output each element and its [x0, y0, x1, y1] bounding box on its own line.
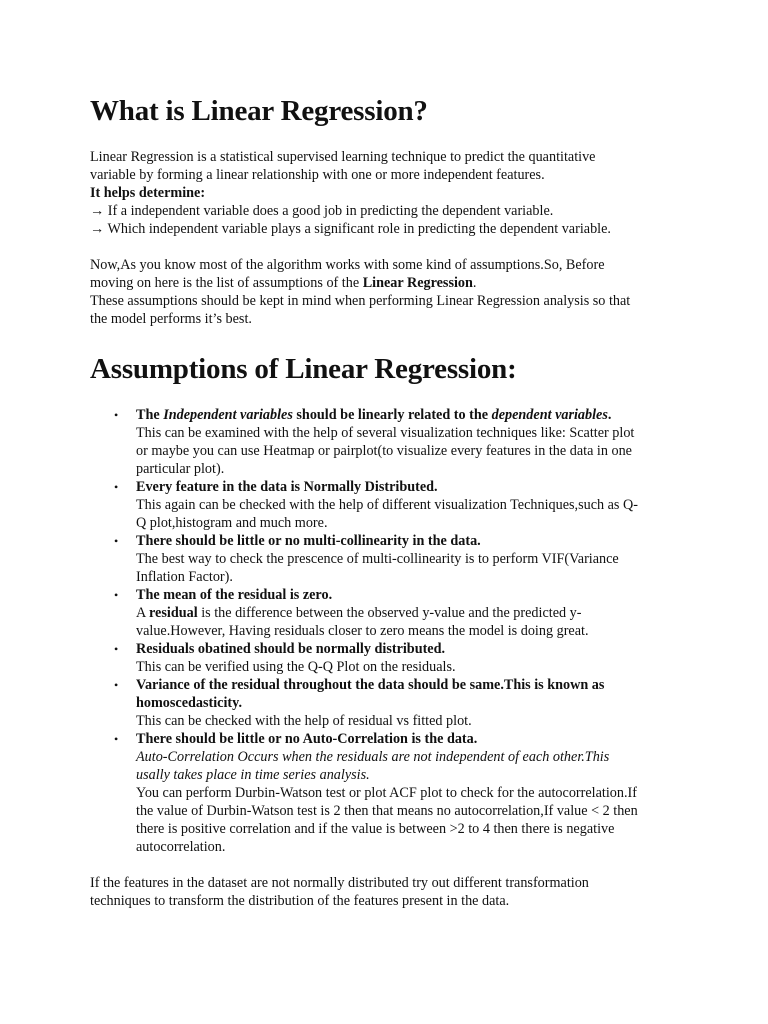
helps-determine-label: It helps determine:: [90, 185, 206, 201]
text-run: .: [472, 275, 477, 291]
assumptions-list: [90, 406, 678, 856]
text-run: Independent variables: [163, 407, 293, 423]
item-description: This can be verified using the Q-Q Plot on the residuals.: [136, 659, 456, 675]
helps-point: → If a independent variable does a good job in predicting the dependent variable.: [90, 203, 554, 219]
bullet-icon: •: [114, 678, 119, 692]
bullet-icon: •: [114, 588, 119, 602]
helps-point: → Which independent variable plays a significant role in predicting the dependent variable.: [90, 221, 611, 237]
list-item: [114, 586, 678, 640]
item-description: particular plot).: [136, 461, 225, 477]
bullet-icon: •: [114, 732, 119, 746]
intro-line: Linear Regression is a statistical supervised learning technique to predict the quantitative: [90, 149, 596, 165]
item-description: This again can be checked with the help of different visualization Techniques,such as Q-: [136, 497, 638, 513]
heading-assumptions: Assumptions of Linear Regression:: [90, 353, 517, 385]
item-description: Inflation Factor).: [136, 569, 233, 585]
list-item: [114, 640, 678, 676]
item-description: the value of Durbin-Watson test is 2 then that means no autocorrelation,If value < 2 then: [136, 803, 638, 819]
item-title: Every feature in the data is Normally Distributed.: [136, 479, 438, 495]
list-item: [114, 406, 678, 478]
bullet-icon: •: [114, 534, 119, 548]
item-title: [136, 406, 678, 424]
item-title: Residuals obatined should be normally distributed.: [136, 641, 446, 657]
item-italic-note: Auto-Correlation Occurs when the residuals are not independent of each other.This: [136, 749, 610, 765]
text-run: .: [607, 407, 612, 423]
text-run: dependent variables: [491, 407, 608, 423]
text-run: is the difference between the observed y-value and the predicted y-: [197, 605, 582, 621]
bullet-icon: •: [114, 642, 119, 656]
list-item: [114, 730, 678, 856]
bullet-icon: •: [114, 408, 119, 422]
item-description: This can be examined with the help of several visualization techniques like: Scatter plot: [136, 425, 635, 441]
paragraph-line: Now,As you know most of the algorithm works with some kind of assumptions.So, Before: [90, 257, 605, 273]
item-description: or maybe you can use Heatmap or pairplot(to visualize every features in the data in one: [136, 443, 632, 459]
item-title: There should be little or no multi-collinearity in the data.: [136, 533, 481, 549]
linear-regression-bold: Linear Regression: [362, 275, 473, 291]
item-description: You can perform Durbin-Watson test or plot ACF plot to check for the autocorrelation.If: [136, 785, 637, 801]
paragraph-line: the model performs it’s best.: [90, 311, 252, 327]
item-title: Variance of the residual throughout the data should be same.This is known as: [136, 677, 605, 693]
list-item: [114, 532, 678, 586]
paragraph-line: techniques to transform the distribution of the features present in the data.: [90, 893, 510, 909]
assumptions-intro-paragraph: [90, 256, 678, 328]
intro-paragraph: [90, 148, 678, 238]
text-run: A: [136, 605, 150, 621]
intro-line: variable by forming a linear relationship with one or more independent features.: [90, 167, 545, 183]
item-title: There should be little or no Auto-Correlation is the data.: [136, 731, 478, 747]
item-description: autocorrelation.: [136, 839, 226, 855]
item-title: The mean of the residual is zero.: [136, 587, 333, 603]
list-item: [114, 478, 678, 532]
item-description: The best way to check the prescence of multi-collinearity is to perform VIF(Variance: [136, 551, 619, 567]
paragraph-line: If the features in the dataset are not normally distributed try out different transformation: [90, 875, 589, 891]
closing-paragraph: [90, 874, 678, 910]
item-description: This can be checked with the help of residual vs fitted plot.: [136, 713, 472, 729]
bullet-icon: •: [114, 480, 119, 494]
item-title: homoscedasticity.: [136, 695, 243, 711]
residual-bold: residual: [149, 605, 198, 621]
item-description: Q plot,histogram and much more.: [136, 515, 328, 531]
paragraph-gap: [90, 238, 678, 256]
item-italic-note: usally takes place in time series analysis.: [136, 767, 370, 783]
item-description: value.However, Having residuals closer to zero means the model is doing great.: [136, 623, 589, 639]
paragraph-line: [90, 274, 678, 292]
text-run: The: [136, 407, 164, 423]
text-run: moving on here is the list of assumptions of the: [90, 275, 363, 291]
text-run: should be linearly related to the: [292, 407, 492, 423]
list-item: [114, 676, 678, 730]
heading-what-is-linear-regression: What is Linear Regression?: [90, 95, 428, 127]
item-description: there is positive correlation and if the value is between >2 to 4 then there is negative: [136, 821, 615, 837]
item-description: [136, 604, 678, 622]
paragraph-line: These assumptions should be kept in mind when performing Linear Regression analysis so that: [90, 293, 631, 309]
